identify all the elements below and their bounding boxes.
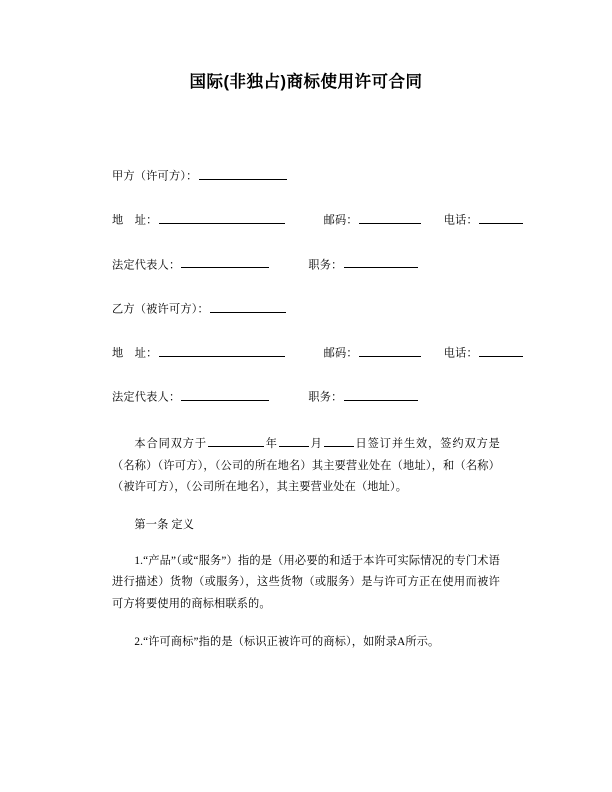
party-b-phone-label: 电话： xyxy=(443,347,478,360)
party-a-input[interactable] xyxy=(199,168,287,180)
party-a-address-input[interactable] xyxy=(159,212,285,224)
party-b-label: 乙方（被许可方）： xyxy=(112,303,209,316)
field-party-b xyxy=(112,301,500,318)
party-b-address-label: 地 址： xyxy=(112,347,158,360)
preamble-rest: 签订并生效，签约双方是（名称）（许可方），（公司的所在地名）其主要营业处在（地址），和（名称）（被许可方），（公司所在地名），其主要营业处在（地址）。 xyxy=(112,437,501,494)
party-b-phone-input[interactable] xyxy=(479,345,523,357)
field-party-b-address xyxy=(112,345,500,362)
preamble-year-unit: 年 xyxy=(265,437,278,450)
field-party-a xyxy=(112,168,500,185)
party-b-title-label: 职务： xyxy=(308,392,343,405)
field-party-b-rep xyxy=(112,389,500,406)
preamble-lead: 本合同双方于 xyxy=(134,437,208,450)
party-b-title-input[interactable] xyxy=(344,389,418,401)
party-a-phone-label: 电话： xyxy=(443,214,478,227)
party-a-title-label: 职务： xyxy=(308,259,343,272)
party-b-input[interactable] xyxy=(210,301,286,313)
title-spacer xyxy=(112,146,500,168)
preamble-paragraph xyxy=(112,434,500,500)
party-a-address-label: 地 址： xyxy=(112,214,158,227)
preamble-month-unit: 月 xyxy=(309,437,323,450)
section-1-paragraph-2: 2.“许可商标”指的是（标识正被许可的商标），如附录A所示。 xyxy=(134,636,440,649)
section-heading-1: 第一条 定义 xyxy=(134,519,195,532)
section-1-paragraph-1: 1.“产品”（或“服务”）指的是（用必要的和适于本许可实际情况的专门术语进行描述）货物（或服务），这些货物（或服务）是与许可方正在使用而被许可方将要使用的商标相联系的。 xyxy=(112,554,500,611)
party-a-title-input[interactable] xyxy=(344,257,418,269)
party-a-phone-input[interactable] xyxy=(479,212,523,224)
party-a-rep-label: 法定代表人： xyxy=(112,259,181,272)
party-a-label: 甲方（许可方）： xyxy=(112,170,198,183)
preamble-month-input[interactable] xyxy=(279,435,309,447)
field-party-a-rep xyxy=(112,257,500,274)
party-b-postcode-input[interactable] xyxy=(359,345,421,357)
preamble-day-unit: 日 xyxy=(354,437,368,450)
party-a-postcode-input[interactable] xyxy=(359,212,421,224)
party-b-address-input[interactable] xyxy=(159,345,285,357)
party-b-rep-label: 法定代表人： xyxy=(112,392,181,405)
document-body xyxy=(0,146,612,654)
party-a-postcode-label: 邮码： xyxy=(323,214,358,227)
field-party-a-address xyxy=(112,212,500,229)
preamble-year-input[interactable] xyxy=(208,435,264,447)
party-b-postcode-label: 邮码： xyxy=(323,347,358,360)
party-b-rep-input[interactable] xyxy=(181,389,269,401)
page-title: 国际(非独占)商标使用许可合同 xyxy=(189,73,423,91)
preamble-day-input[interactable] xyxy=(324,435,354,447)
party-a-rep-input[interactable] xyxy=(181,257,269,269)
